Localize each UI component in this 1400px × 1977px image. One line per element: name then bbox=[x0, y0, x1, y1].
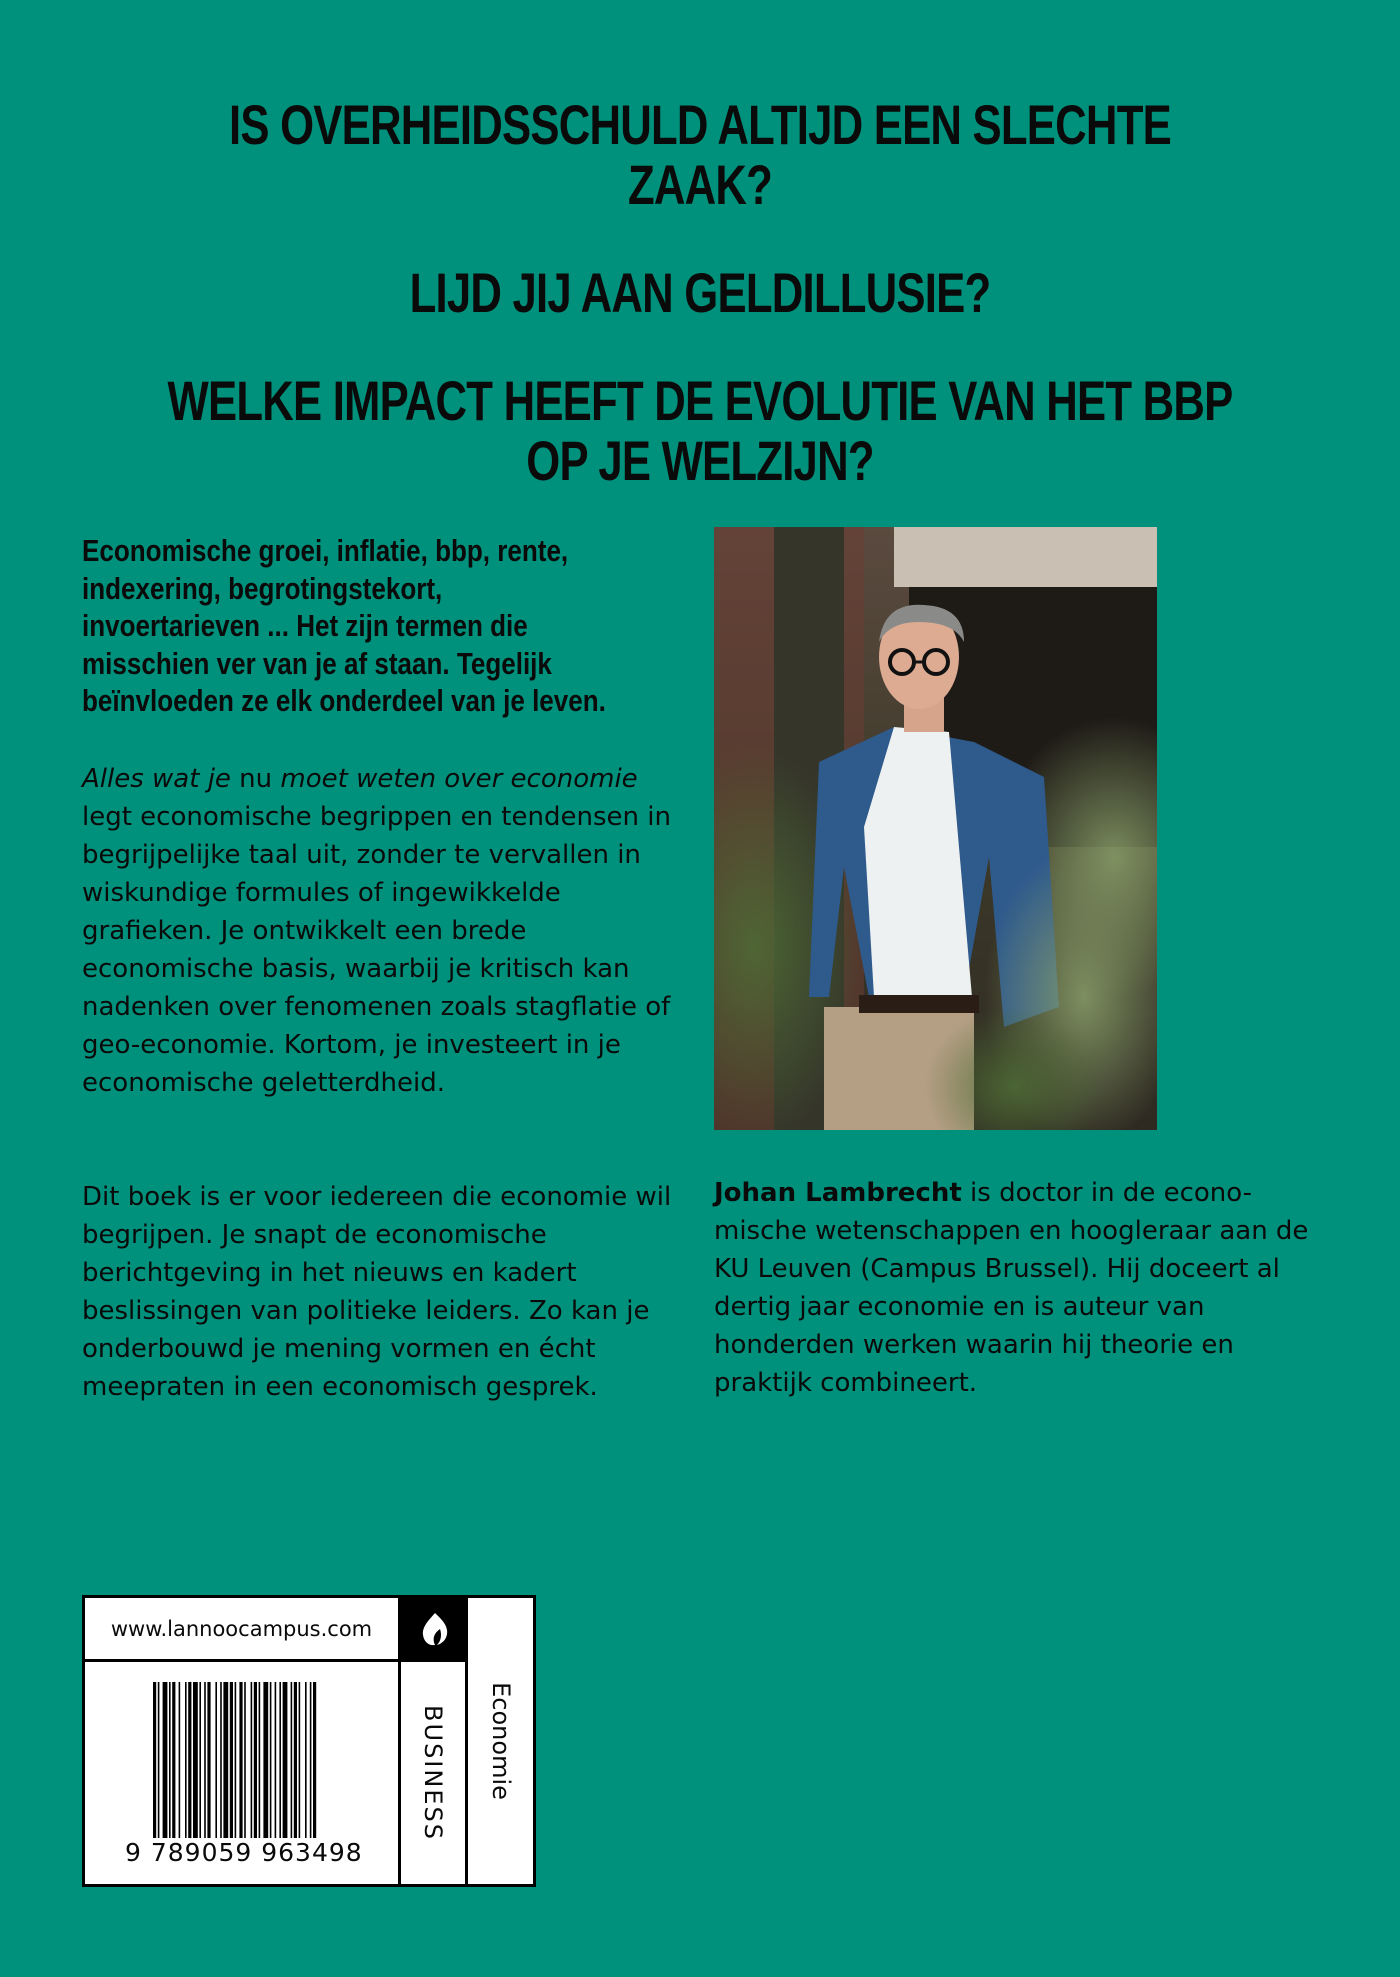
barcode-bar bbox=[185, 1682, 187, 1840]
intro-line: Economische groei, inflatie, bbp, rente, bbox=[82, 533, 569, 568]
book-title-part-1: Alles wat je bbox=[82, 764, 231, 794]
author-bio-text: is doctor in de econo-mische wetenschappen en hoogleraar aan de KU Leuven (Campus Brussel). Hij doceert al dertig jaar economie en is auteur van honderden werken waarin hij theorie en praktijk combineert. bbox=[714, 1178, 1309, 1398]
barcode-bar bbox=[223, 1682, 228, 1840]
description-paragraph-2: Dit boek is er voor iedereen die economie wil begrijpen. Je snapt de economische berichtgeving in het nieuws en kadert beslissingen van politieke leiders. Zo kan je onderbouwd je mening vormen en écht meepraten in een economisch gesprek. bbox=[82, 1182, 672, 1402]
book-title-part-2: moet weten over economie bbox=[280, 764, 638, 794]
barcode-bar bbox=[220, 1682, 222, 1840]
description-paragraph-1 bbox=[82, 760, 682, 1102]
description bbox=[82, 760, 682, 1402]
author-name: Johan Lambrecht bbox=[714, 1178, 962, 1208]
barcode-bar bbox=[169, 1682, 171, 1840]
description-paragraph-1-text: legt economische begrippen en tendensen in begrijpelijke taal uit, zonder te vervallen in wiskundige formules of ingewikkelde grafieken. Je ontwikkelt een brede economische basis, waarbij je kritisch kan nadenken over fenomenen zoals stagflatie of geo-economie. Kortom, je investeert in je economische geletterdheid. bbox=[82, 802, 671, 1098]
barcode-bar bbox=[230, 1682, 233, 1840]
isbn-number: 9 789059 963498 bbox=[125, 1838, 363, 1867]
intro-line: beïnvloeden ze elk onderdeel van je leven. bbox=[82, 683, 606, 718]
barcode-bar bbox=[294, 1682, 297, 1840]
barcode-bar bbox=[279, 1682, 281, 1840]
barcode-bar bbox=[239, 1682, 242, 1840]
barcode-bar bbox=[251, 1682, 253, 1840]
headline-question-3-line-1: WELKE IMPACT HEEFT DE EVOLUTIE VAN HET BBP bbox=[167, 369, 1233, 432]
barcode-bar bbox=[299, 1682, 301, 1840]
barcode bbox=[85, 1662, 401, 1884]
publisher-logo bbox=[401, 1598, 468, 1662]
barcode-bar bbox=[204, 1682, 206, 1840]
barcode-bar bbox=[283, 1682, 288, 1840]
barcode-bar bbox=[254, 1682, 257, 1840]
barcode-bar bbox=[244, 1682, 246, 1840]
barcode-bar bbox=[207, 1682, 210, 1840]
barcode-bar bbox=[188, 1682, 191, 1840]
barcode-bar bbox=[313, 1682, 316, 1840]
intro-line: indexering, begrotingstekort, bbox=[82, 570, 443, 606]
intro-line: invoertarieven ... Het zijn termen die bbox=[82, 608, 528, 643]
intro-line: misschien ver van je af staan. Tegelijk bbox=[82, 645, 552, 681]
barcode-bar bbox=[259, 1682, 261, 1840]
author-bio bbox=[714, 1174, 1314, 1402]
author-photo bbox=[714, 527, 1157, 1130]
barcode-bar bbox=[305, 1682, 307, 1840]
intro-paragraph bbox=[82, 532, 687, 720]
publisher-url: www.lannoocampus.com bbox=[85, 1598, 401, 1662]
barcode-bar bbox=[158, 1682, 160, 1840]
subcategory-cell bbox=[468, 1598, 533, 1884]
barcode-bar bbox=[275, 1682, 277, 1840]
barcode-bar bbox=[193, 1682, 198, 1840]
barcode-bar bbox=[172, 1682, 175, 1840]
book-title-mid: nu bbox=[230, 764, 281, 794]
barcode-panel bbox=[82, 1595, 536, 1887]
barcode-bar bbox=[263, 1682, 268, 1840]
publisher-logo-icon bbox=[420, 1611, 450, 1647]
barcode-bar bbox=[199, 1682, 201, 1840]
headline-question-2: LIJD JIJ AAN GELDILLUSIE? bbox=[409, 261, 991, 324]
headline-question-1: IS OVERHEIDSSCHULD ALTIJD EEN SLECHTE ZAAK? bbox=[229, 93, 1171, 216]
barcode-bar bbox=[163, 1682, 168, 1840]
barcode-bar bbox=[310, 1682, 312, 1840]
category-label: BUSINESS bbox=[419, 1705, 447, 1841]
barcode-bar bbox=[179, 1682, 181, 1840]
barcode-bar bbox=[291, 1682, 293, 1840]
barcode-bar bbox=[235, 1682, 237, 1840]
headline-question-3-line-2: OP JE WELZIJN? bbox=[526, 429, 874, 492]
barcode-bar bbox=[270, 1682, 272, 1840]
category-cell bbox=[401, 1662, 468, 1884]
subcategory-label: Economie bbox=[486, 1682, 515, 1800]
author-bio-paragraph bbox=[714, 1174, 1314, 1402]
headlines bbox=[0, 95, 1400, 491]
barcode-bar bbox=[153, 1682, 156, 1840]
barcode-bar bbox=[215, 1682, 217, 1840]
